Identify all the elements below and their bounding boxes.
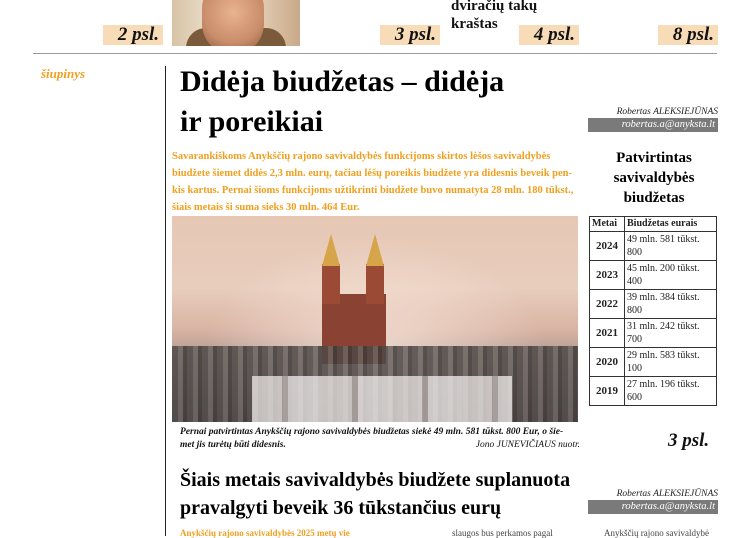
article-headline[interactable] xyxy=(180,62,580,142)
caption-line-2 xyxy=(180,439,580,452)
author-email[interactable]: robertas.a@anyksta.lt xyxy=(588,500,718,514)
table-header-row xyxy=(590,217,717,232)
year-cell: 2024 xyxy=(590,232,625,261)
author-name: Robertas ALEKSIEJŪNAS xyxy=(616,489,718,499)
value-line: 29 mln. 583 tūkst. xyxy=(627,350,700,361)
headline-line: pravalgyti beveik 36 tūkstančius eurų xyxy=(180,497,502,519)
page-ref-link[interactable]: 3 psl. xyxy=(668,430,710,451)
author-byline xyxy=(588,488,718,514)
church-photo[interactable] xyxy=(172,216,578,422)
value-cell xyxy=(625,290,717,319)
value-line: 31 mln. 242 tūkst. xyxy=(627,321,700,332)
year-cell: 2022 xyxy=(590,290,625,319)
col-header-year: Metai xyxy=(590,217,625,232)
value-cell xyxy=(625,377,717,406)
table-row xyxy=(590,377,717,406)
headline-line: Didėja biudžetas – didėja xyxy=(180,65,505,98)
value-line: 800 xyxy=(627,247,642,258)
year-cell: 2021 xyxy=(590,319,625,348)
article-headline[interactable] xyxy=(180,466,600,522)
page-ref-badge[interactable]: 8 psl. xyxy=(658,25,718,45)
top-divider xyxy=(33,53,717,54)
value-line: 49 mln. 581 tūkst. xyxy=(627,234,700,245)
budget-box-title xyxy=(590,148,718,208)
lead-line: Savarankiškoms Anykščių rajono savivaldybės funkcijoms skirtos lėšos savivaldybės xyxy=(172,151,551,162)
lead-line: kis kartus. Pernai šioms funkcijoms užtikrinti biudžete buvo numatyta 28 mln. 180 tūkst., xyxy=(172,185,574,196)
value-line: 39 mln. 384 tūkst. xyxy=(627,292,700,303)
table-row xyxy=(590,348,717,377)
teaser-line: kraštas xyxy=(451,16,498,32)
box-title-line: biudžetas xyxy=(623,190,685,206)
value-cell xyxy=(625,348,717,377)
column-divider xyxy=(165,66,166,536)
table-row xyxy=(590,290,717,319)
table-row xyxy=(590,319,717,348)
value-cell xyxy=(625,232,717,261)
year-cell: 2023 xyxy=(590,261,625,290)
portrait-thumbnail[interactable] xyxy=(172,0,300,46)
table-row xyxy=(590,261,717,290)
lead-line: šiais metais ši suma sieks 30 mln. 464 Eur. xyxy=(172,202,360,213)
caption-text: met jis turėtų būti didesnis. xyxy=(180,440,286,450)
value-line: 27 mln. 196 tūkst. xyxy=(627,379,700,390)
col-header-budget: Biudžetas eurais xyxy=(625,217,717,232)
page-ref-badge[interactable]: 4 psl. xyxy=(519,25,579,45)
page-ref-badge[interactable]: 3 psl. xyxy=(380,25,440,45)
box-title-line: savivaldybės xyxy=(613,170,695,186)
value-line: 700 xyxy=(627,334,642,345)
value-cell xyxy=(625,319,717,348)
photo-credit: Jono JUNEVIČIAUS nuotr. xyxy=(475,440,580,450)
value-line: 800 xyxy=(627,305,642,316)
value-line: 45 mln. 200 tūkst. xyxy=(627,263,700,274)
page-ref-badge[interactable]: 2 psl. xyxy=(103,25,163,45)
value-cell xyxy=(625,261,717,290)
teaser-line: dviračių takų xyxy=(451,0,538,14)
author-email[interactable]: robertas.a@anyksta.lt xyxy=(588,118,718,132)
box-title-line: Patvirtintas xyxy=(616,150,692,166)
photo-caption xyxy=(180,426,580,452)
caption-line: Pernai patvirtintas Anykščių rajono savivaldybės biudžetas siekė 49 mln. 581 tūkst. 800 Eur, o šie- xyxy=(180,427,564,437)
article2-body-fragment: Anykščių rajono savivaldybė xyxy=(604,528,709,538)
year-cell: 2019 xyxy=(590,377,625,406)
article2-body-fragment: slaugos bus perkamos pagal xyxy=(452,528,553,538)
headline-line: Šiais metais savivaldybės biudžete suplanuota xyxy=(180,469,571,491)
lead-line: biudžete šiemet didės 2,3 mln. eurų, tačiau lėšų poreikis biudžete yra didesnis beveik pen- xyxy=(172,168,572,179)
section-tag[interactable]: šiupinys xyxy=(41,66,86,81)
budget-table xyxy=(589,216,717,406)
author-name: Robertas ALEKSIEJŪNAS xyxy=(616,107,718,117)
article-lead xyxy=(172,148,580,216)
author-byline xyxy=(588,106,718,132)
value-line: 100 xyxy=(627,363,642,374)
headline-line: ir poreikiai xyxy=(180,105,324,138)
table-row xyxy=(590,232,717,261)
value-line: 400 xyxy=(627,276,642,287)
article2-lead-fragment: Anykščių rajono savivaldybės 2025 metų vie xyxy=(180,528,350,538)
year-cell: 2020 xyxy=(590,348,625,377)
value-line: 600 xyxy=(627,392,642,403)
